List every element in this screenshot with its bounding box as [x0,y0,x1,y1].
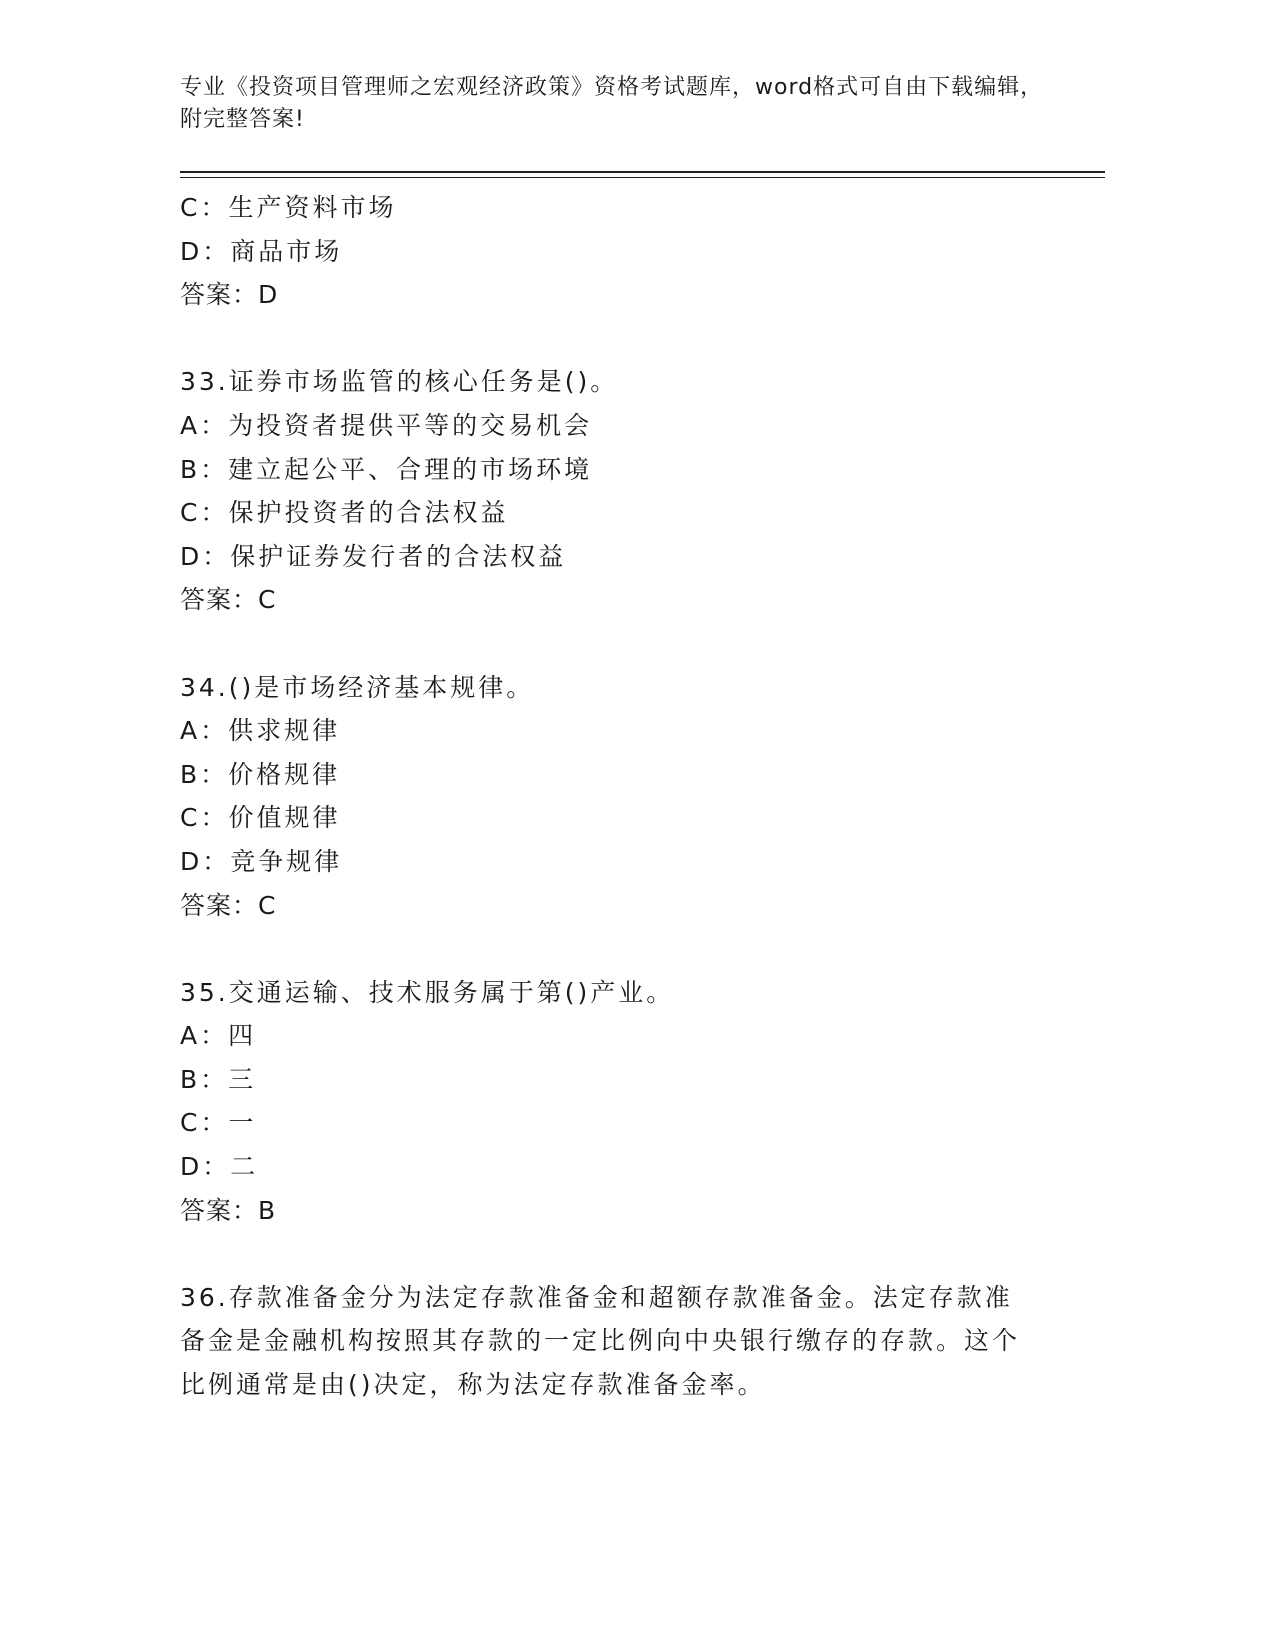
option-c: C：保护投资者的合法权益 [180,498,509,528]
option-d: D：竞争规律 [180,846,343,876]
question-32-tail [180,186,1040,317]
header-rule-thick [180,171,1105,173]
spacer [180,1232,1040,1276]
option-b: B：价格规律 [180,759,341,789]
option-a: A：为投资者提供平等的交易机会 [180,410,593,440]
question-stem: 36.存款准备金分为法定存款准备金和超额存款准备金。法定存款准备金是金融机构按照其存款的一定比例向中央银行缴存的存款。这个比例通常是由()决定，称为法定存款准备金率。 [180,1282,1021,1400]
option-c: C：生产资料市场 [180,193,397,222]
question-36 [180,1276,1040,1407]
question-35 [180,971,1040,1233]
option-c: C：一 [180,1108,257,1138]
spacer [180,317,1040,361]
option-a: A：供求规律 [180,716,341,746]
option-b: B：建立起公平、合理的市场环境 [180,454,593,484]
answer: 答案：B [180,1195,277,1225]
option-d: D：商品市场 [180,236,343,266]
question-stem: 34.()是市场经济基本规律。 [180,672,535,702]
option-a: A：四 [180,1021,257,1051]
question-34 [180,666,1040,928]
option-b: B：三 [180,1064,257,1094]
option-d: D：二 [180,1152,259,1182]
answer: 答案：D [180,280,279,310]
option-d: D：保护证券发行者的合法权益 [180,541,567,571]
question-list [180,186,1040,1407]
header-rule-thin [180,177,1105,178]
question-stem: 33.证券市场监管的核心任务是()。 [180,367,619,397]
question-33 [180,360,1040,622]
spacer [180,927,1040,971]
option-c: C：价值规律 [180,803,341,833]
question-stem: 35.交通运输、技术服务属于第()产业。 [180,977,675,1007]
answer: 答案：C [180,890,277,920]
document-header: 专业《投资项目管理师之宏观经济政策》资格考试题库，word格式可自由下载编辑，附完整答案! [180,75,1044,132]
answer: 答案：C [180,585,277,615]
spacer [180,622,1040,666]
